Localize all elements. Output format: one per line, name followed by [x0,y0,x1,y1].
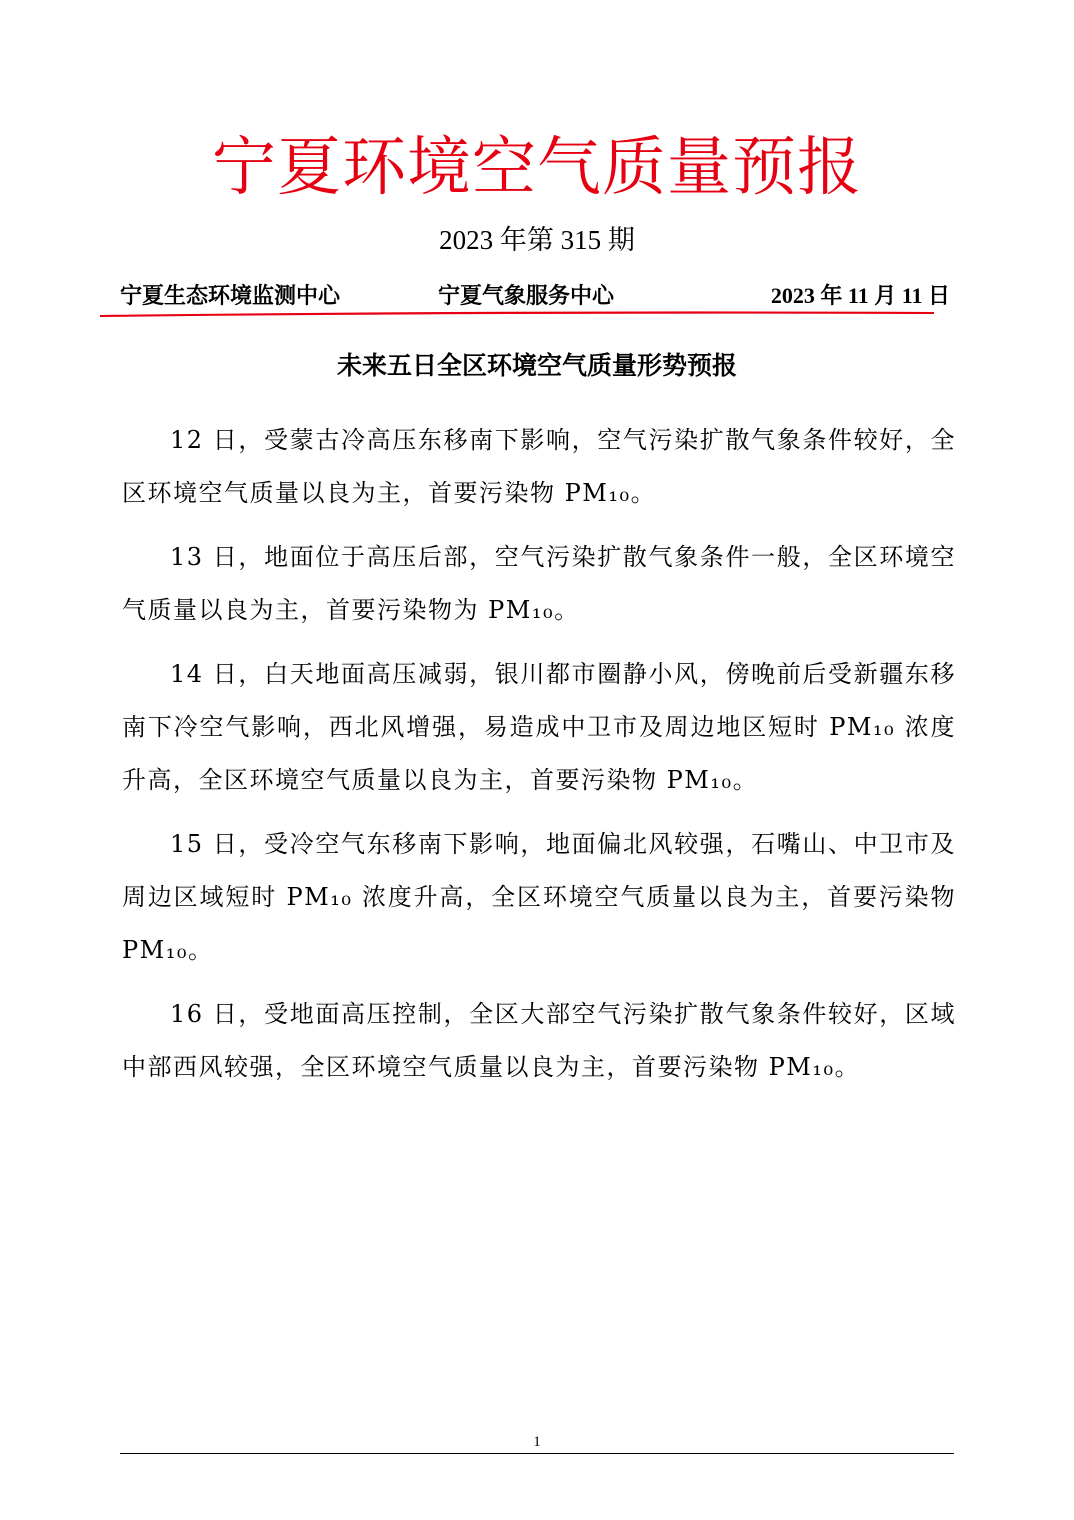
section-title: 未来五日全区环境空气质量形势预报 [336,351,737,380]
issuer-environment-center: 宁夏生态环境监测中心 [120,283,341,309]
issuer-row [120,278,950,314]
page-number: 1 [533,1434,541,1450]
forecast-paragraph-day12: 12 日，受蒙古冷高压东移南下影响，空气污染扩散气象条件较好，全区环境空气质量以良为主，首要污染物 PM₁₀。 [122,426,956,507]
forecast-paragraph-day16: 16 日，受地面高压控制，全区大部空气污染扩散气象条件较好，区域中部西风较强，全区环境空气质量以良为主，首要污染物 PM₁₀。 [122,1000,956,1081]
issue-number: 2023 年第 315 期 [439,225,635,255]
forecast-paragraph-day14: 14 日，白天地面高压减弱，银川都市圈静小风，傍晚前后受新疆东移南下冷空气影响，西北风增强，易造成中卫市及周边地区短时 PM₁₀ 浓度升高，全区环境空气质量以良为主，首要污染物 PM₁₀。 [122,660,956,794]
issuer-meteorology-center: 宁夏气象服务中心 [438,283,615,309]
footer-divider-line [120,1453,954,1454]
masthead-title: 宁夏环境空气质量预报 [212,131,862,205]
red-divider-line [100,311,934,317]
issue-date: 2023 年 11 月 11 日 [770,283,950,308]
forecast-body [122,414,956,1105]
red-divider-shape [100,311,934,317]
forecast-paragraph-day13: 13 日，地面位于高压后部，空气污染扩散气象条件一般，全区环境空气质量以良为主，首要污染物为 PM₁₀。 [122,543,956,624]
forecast-paragraph-day15: 15 日，受冷空气东移南下影响，地面偏北风较强，石嘴山、中卫市及周边区域短时 PM₁₀ 浓度升高，全区环境空气质量以良为主，首要污染物 PM₁₀。 [122,830,956,964]
